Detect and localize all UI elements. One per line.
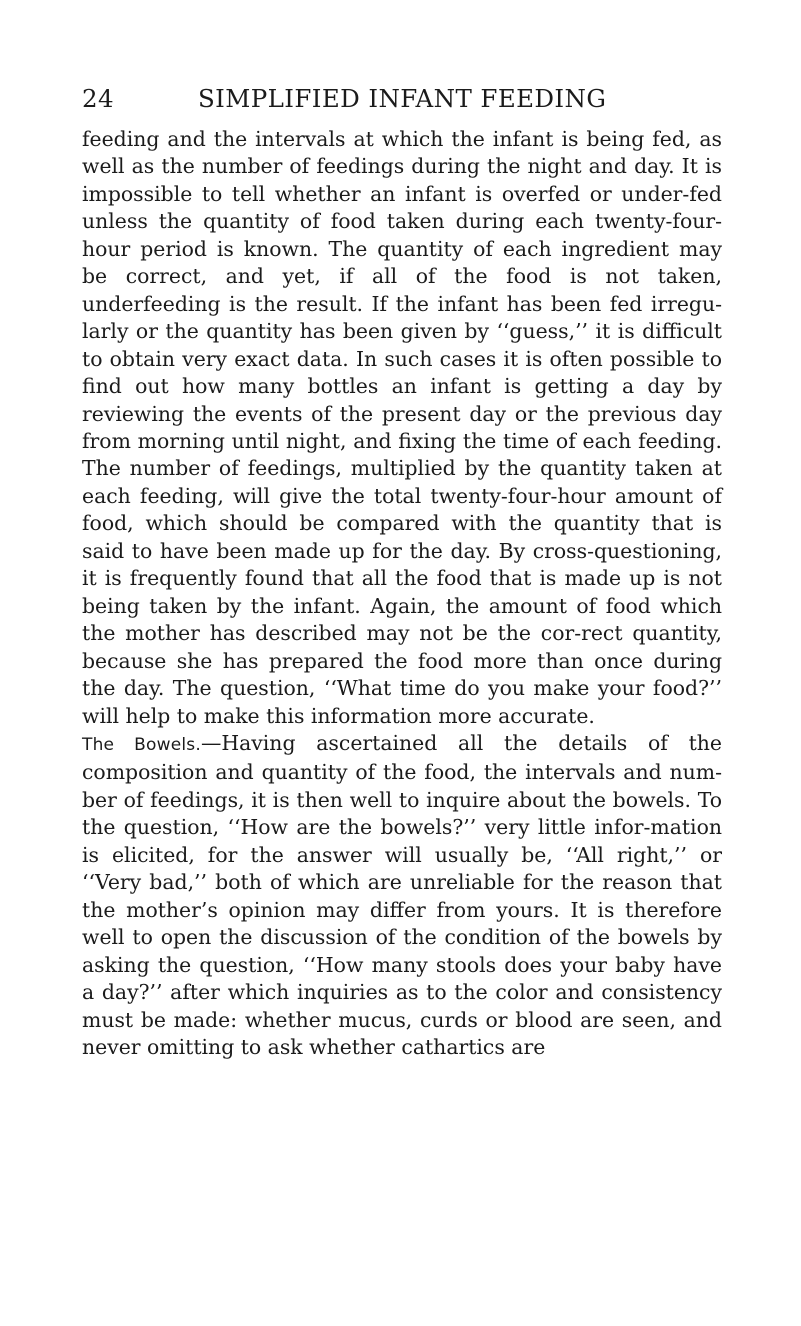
paragraph-feeding (82, 126, 722, 730)
running-head (82, 84, 722, 116)
paragraph-bowels (82, 730, 722, 1061)
section-heading-bowels: The Bowels. (82, 734, 201, 755)
body-text (82, 126, 722, 1061)
page-number: 24 (82, 84, 114, 113)
paragraph-bowels-text: —Having ascertained all the details of the composition and quantity of the food, the intervals and num-ber of feedings, it is then well to inquire about the bowels. To the question, ‘‘How are the bowels?’’ very little infor-mation is elicited, for the answer will usually be, ‘‘All right,’’ or ‘‘Very bad,’’ both of which are unreliable for the reason that the mother’s opinion may differ from yours. It is therefore well to open the discussion of the condition of the bowels by asking the question, ‘‘How many stools does your baby have a day?’’ after which inquiries as to the color and consistency must be made: whether mucus, curds or blood are seen, and never omitting to ask whether cathartics are (82, 730, 722, 1059)
paragraph-feeding-text: feeding and the intervals at which the infant is being fed, as well as the number of feedings during the night and day. It is impossible to tell whether an infant is overfed or under-fed unless the quantity of food taken during each twenty-four-hour period is known. The quantity of each ingredient may be correct, and yet, if all of the food is not taken, underfeeding is the result. If the infant has been fed irregu-larly or the quantity has been given by ‘‘guess,’’ it is difficult to obtain very exact data. In such cases it is often possible to find out how many bottles an infant is getting a day by reviewing the events of the present day or the previous day from morning until night, and fixing the time of each feeding. The number of feedings, multiplied by the quantity taken at each feeding, will give the total twenty-four-hour amount of food, which should be compared with the quantity that is said to have been made up for the day. By cross-questioning, it is frequently found that all the food that is made up is not being taken by the infant. Again, the amount of food which the mother has described may not be the cor-rect quantity, because she has prepared the food more than once during the day. The question, ‘‘What time do you make your food?’’ will help to make this information more accurate. (82, 127, 722, 728)
running-title: SIMPLIFIED INFANT FEEDING (198, 84, 607, 113)
